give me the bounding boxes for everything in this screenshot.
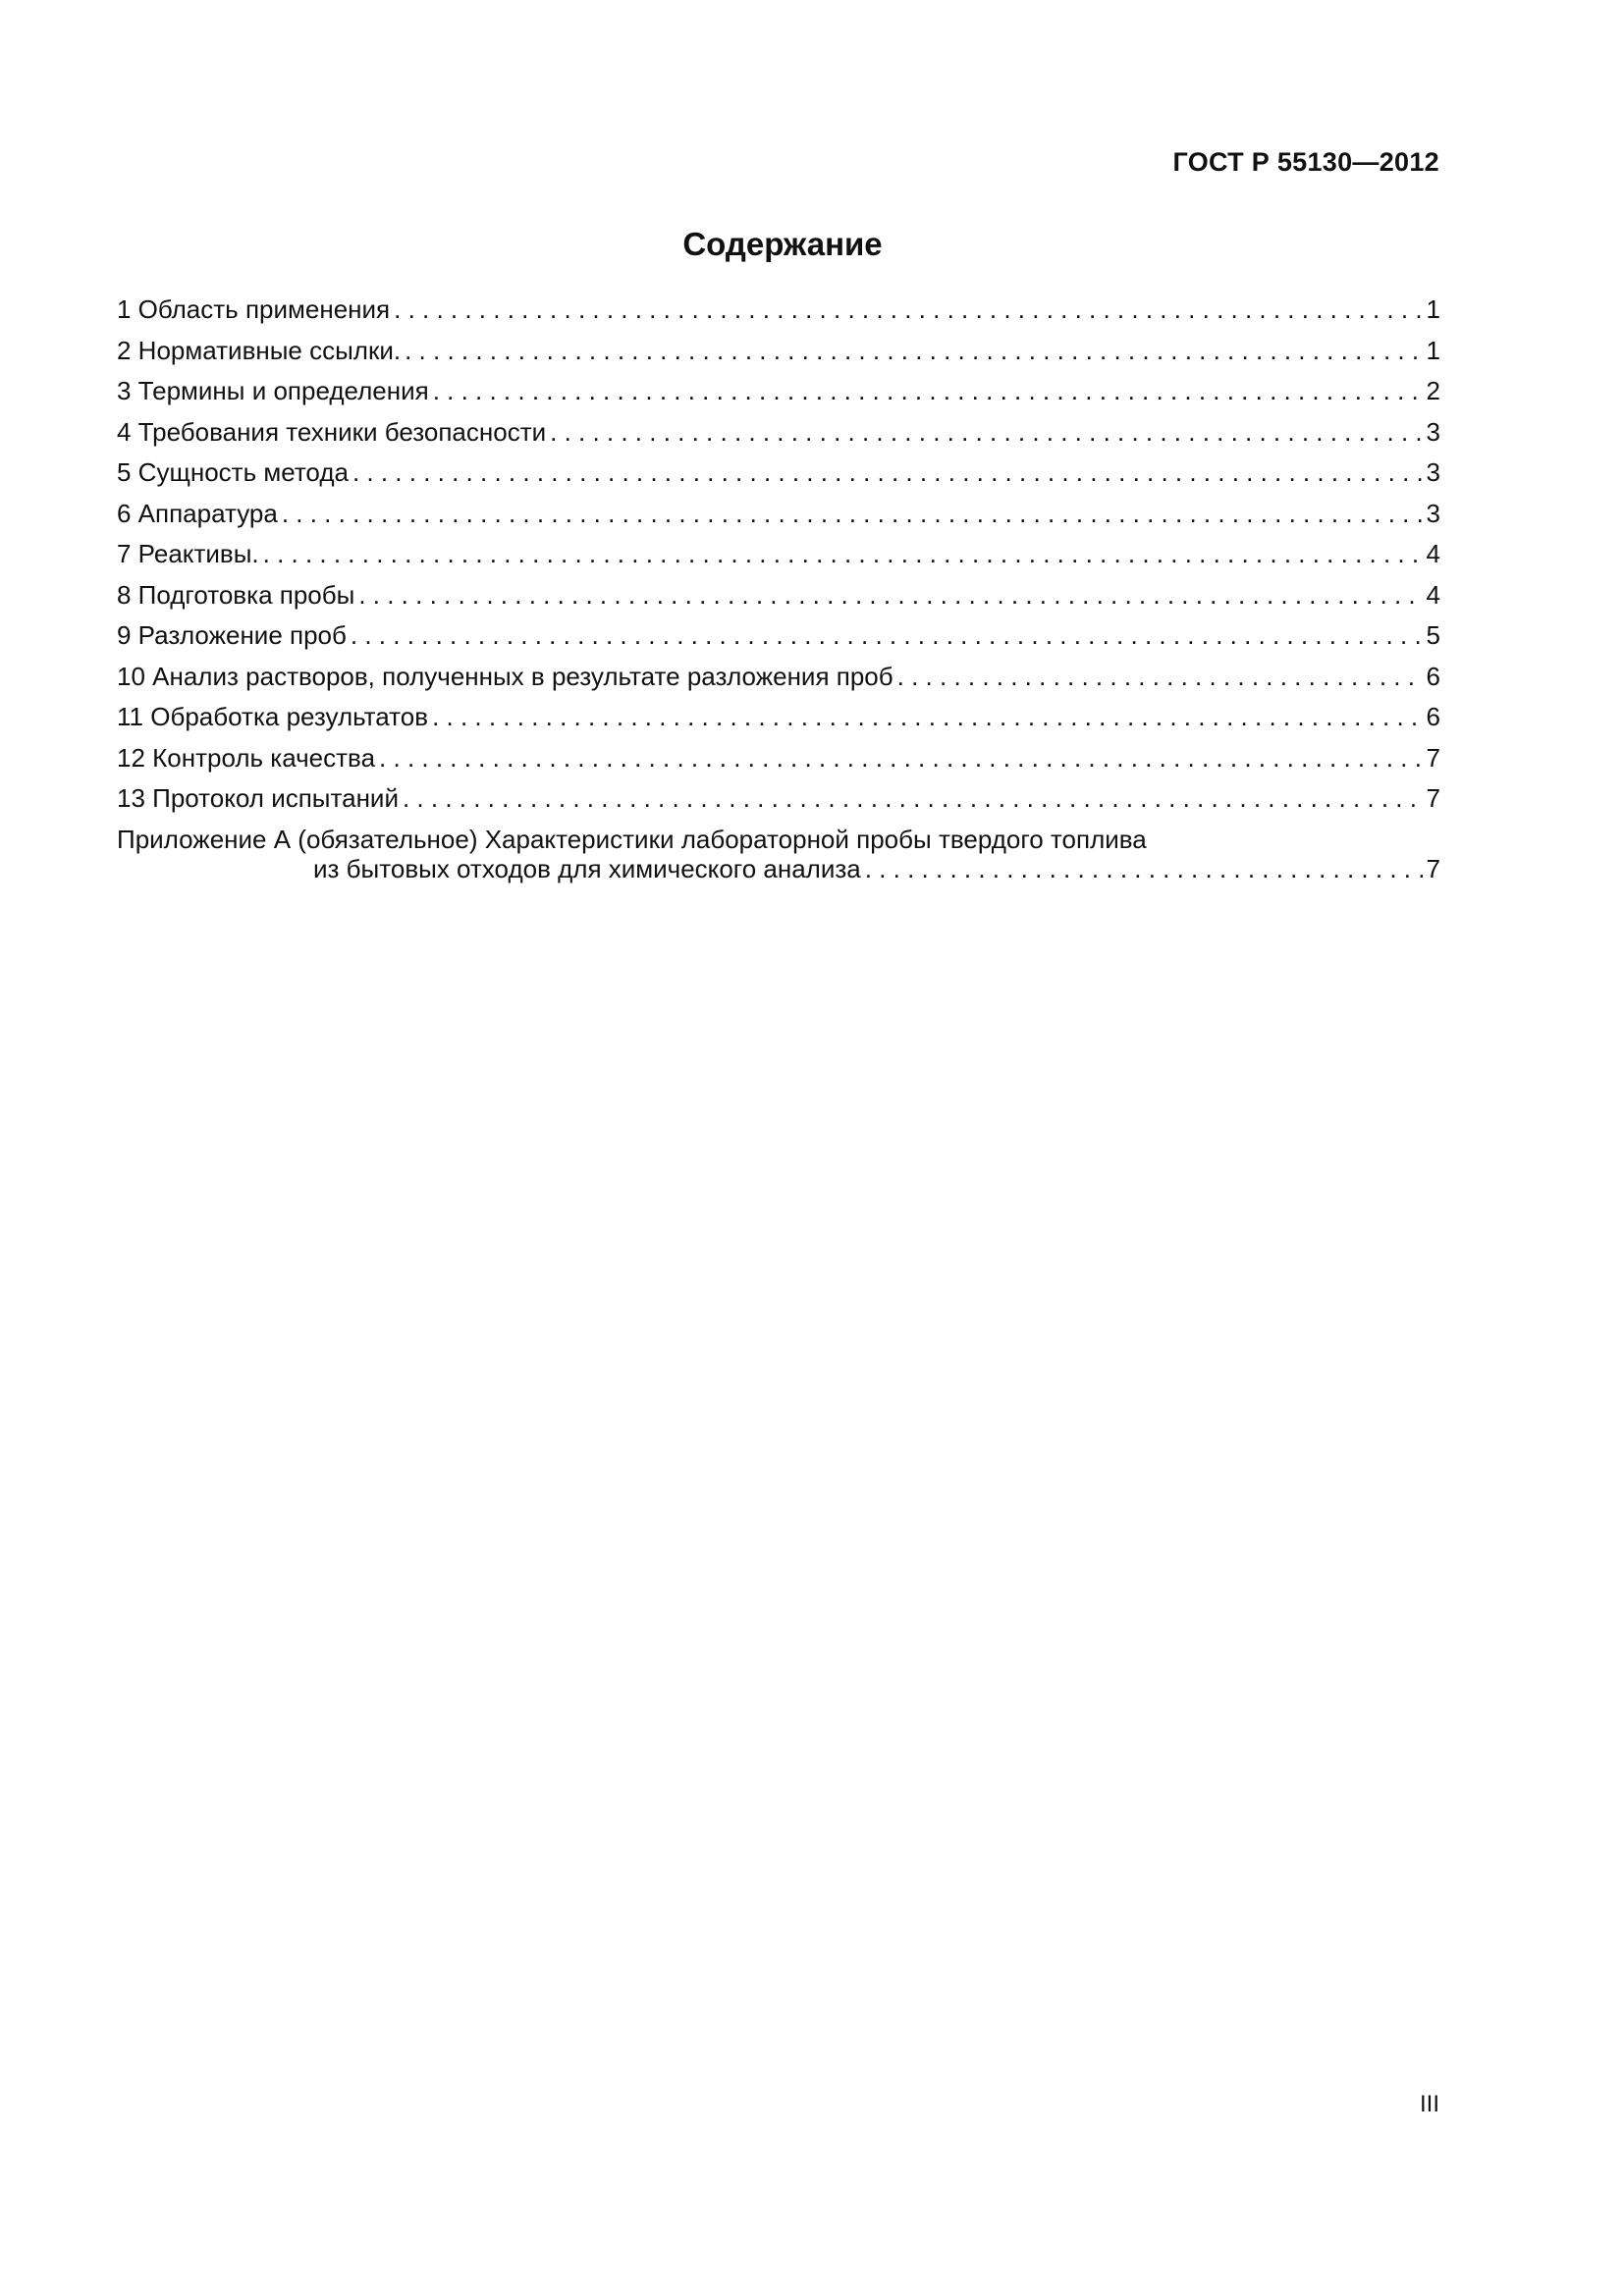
toc-item-page: 7 — [1426, 783, 1440, 813]
toc-item-page: 5 — [1426, 620, 1440, 650]
toc-dot-leader — [351, 620, 1423, 651]
toc-annex-title: Приложение А (обязательное) Характеристики лабораторной пробы твердого топлива — [117, 824, 1147, 854]
toc-item-page: 2 — [1426, 376, 1440, 405]
page-number: III — [1419, 2091, 1439, 2117]
toc-item-page: 3 — [1426, 416, 1440, 447]
toc-dot-leader — [263, 539, 1423, 569]
toc-item[interactable] — [117, 662, 1440, 703]
toc-item-page: 4 — [1426, 579, 1440, 610]
toc-dot-leader — [403, 783, 1423, 814]
toc-item-page: 6 — [1426, 661, 1440, 691]
toc-dot-leader — [433, 376, 1423, 406]
toc-annex-page: 7 — [1426, 853, 1440, 883]
toc-item-label: 4 Требования техники безопасности — [117, 416, 547, 447]
toc-dot-leader — [358, 580, 1422, 611]
toc-item[interactable] — [117, 294, 1440, 336]
toc-dot-leader — [432, 702, 1422, 732]
toc-item[interactable] — [117, 580, 1440, 621]
toc-item-page: 1 — [1426, 294, 1440, 324]
toc-dot-leader — [379, 743, 1422, 774]
toc-item-page: 7 — [1426, 742, 1440, 773]
toc-item[interactable] — [117, 376, 1440, 417]
toc-item-label: 1 Область применения — [117, 294, 391, 324]
toc-item[interactable] — [117, 417, 1440, 458]
toc-dot-leader — [897, 662, 1423, 692]
toc-annex-continuation — [117, 854, 1440, 895]
document-code: ГОСТ Р 55130—2012 — [1172, 147, 1439, 177]
toc-item-label: 2 Нормативные ссылки. — [117, 335, 402, 365]
toc-item[interactable] — [117, 499, 1440, 540]
toc-annex-item[interactable] — [117, 825, 1440, 895]
toc-item-page: 3 — [1426, 457, 1440, 487]
toc-title: Содержание — [682, 226, 883, 262]
toc-item-label: 12 Контроль качества — [117, 742, 376, 773]
toc-item-label: 10 Анализ растворов, полученных в результате разложения проб — [117, 661, 893, 691]
toc-item-label: 9 Разложение проб — [117, 620, 347, 650]
toc-item-label: 13 Протокол испытаний — [117, 783, 399, 813]
toc-dot-leader — [550, 417, 1422, 448]
toc-dot-leader — [394, 294, 1422, 325]
table-of-contents — [117, 294, 1440, 894]
toc-dot-leader — [865, 854, 1423, 884]
toc-item[interactable] — [117, 743, 1440, 784]
toc-item-label: 8 Подготовка пробы — [117, 579, 355, 610]
toc-item[interactable] — [117, 783, 1440, 825]
toc-item-page: 1 — [1426, 335, 1440, 365]
toc-item[interactable] — [117, 620, 1440, 662]
toc-item[interactable] — [117, 702, 1440, 743]
toc-dot-leader — [352, 457, 1423, 488]
toc-item-label: 7 Реактивы. — [117, 539, 259, 568]
toc-item-label: 3 Термины и определения — [117, 376, 429, 405]
toc-item-label: 5 Сущность метода — [117, 457, 349, 487]
toc-dot-leader — [282, 499, 1423, 529]
toc-item[interactable] — [117, 539, 1440, 580]
toc-item-page: 4 — [1426, 539, 1440, 568]
toc-item-label: 11 Обработка результатов — [117, 702, 429, 731]
toc-dot-leader — [405, 336, 1422, 366]
toc-item[interactable] — [117, 457, 1440, 499]
toc-item-label: 6 Аппаратура — [117, 498, 278, 528]
toc-item[interactable] — [117, 336, 1440, 377]
toc-item-page: 3 — [1426, 498, 1440, 528]
toc-annex-label: из бытовых отходов для химического анализа — [313, 853, 861, 883]
toc-item-page: 6 — [1426, 702, 1440, 731]
